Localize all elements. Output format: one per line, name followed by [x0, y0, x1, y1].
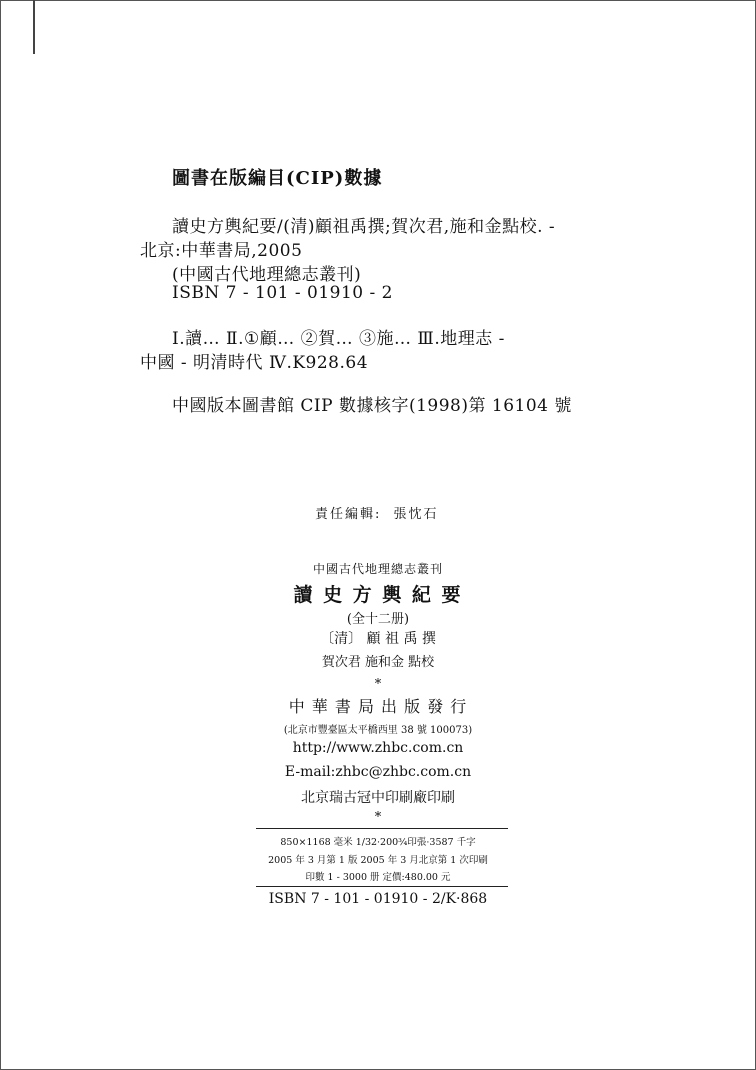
- editor-line: [315, 503, 439, 522]
- colophon-book-title: 讀 史 方 輿 紀 要: [293, 584, 463, 606]
- colophon-email: E-mail:zhbc@zhbc.com.cn: [284, 764, 472, 780]
- colophon-author: 〔清〕 顧 祖 禹 撰: [320, 631, 436, 647]
- colophon-website: http://www.zhbc.com.cn: [292, 740, 464, 756]
- cip-subject-line-2: 中國 - 明清時代 Ⅳ.K928.64: [140, 353, 369, 373]
- colophon-publisher: 中 華 書 局 出 版 發 行: [288, 697, 468, 716]
- colophon-separator-1: *: [374, 677, 382, 692]
- cip-subject-line-1: Ⅰ.讀… Ⅱ.①顧… ②賀… ③施… Ⅲ.地理志 -: [172, 329, 505, 349]
- cip-entry-line-2: 北京:中華書局,2005: [140, 241, 303, 261]
- colophon-volumes: (全十二册): [346, 612, 410, 627]
- colophon-edition: 2005 年 3 月第 1 版 2005 年 3 月北京第 1 次印刷: [268, 855, 488, 866]
- colophon-address: (北京市豐臺區太平橋西里 38 號 100073): [283, 725, 473, 736]
- colophon-editors: 賀次君 施和金 點校: [321, 655, 435, 670]
- colophon-print-run: 印數 1 - 3000 册 定價:480.00 元: [305, 872, 451, 883]
- colophon-specs: 850×1168 毫米 1/32·200¾印張·3587 千字: [280, 837, 476, 848]
- cip-title: 圖書在版編目(CIP)數據: [172, 168, 383, 189]
- colophon-separator-2: *: [374, 810, 382, 825]
- cip-number: 中國版本圖書館 CIP 數據核字(1998)第 16104 號: [172, 396, 572, 416]
- colophon-printer: 北京瑞古冠中印刷廠印刷: [301, 790, 455, 806]
- editor-label: 責任編輯:: [315, 507, 382, 522]
- colophon-series-title: 中國古代地理總志叢刊: [312, 562, 443, 576]
- editor-name: 張忱石: [393, 507, 439, 522]
- colophon-rule-top: [256, 828, 508, 829]
- colophon-isbn: ISBN 7 - 101 - 01910 - 2/K·868: [268, 891, 488, 907]
- margin-mark: [33, 0, 35, 54]
- cip-series: (中國古代地理總志叢刊): [172, 265, 362, 285]
- cip-isbn: ISBN 7 - 101 - 01910 - 2: [172, 283, 393, 303]
- colophon-rule-bottom: [256, 886, 508, 887]
- cip-entry-line-1: 讀史方輿紀要/(清)顧祖禹撰;賀次君,施和金點校. -: [172, 217, 556, 237]
